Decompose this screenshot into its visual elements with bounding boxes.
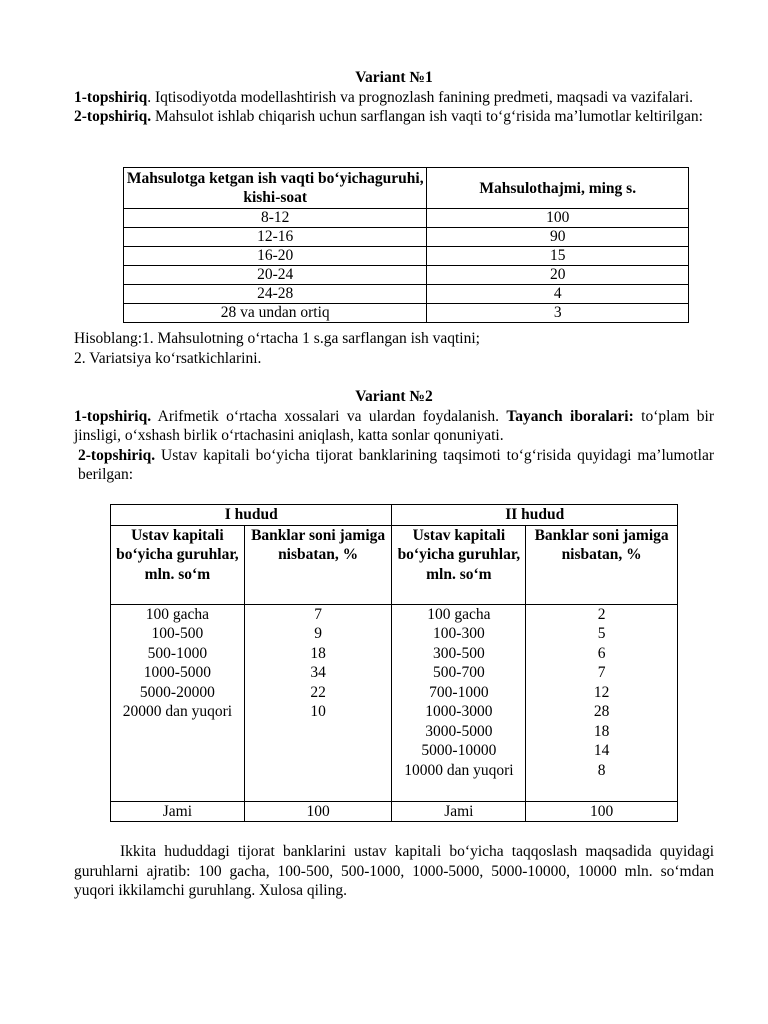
r1-groups-cell xyxy=(111,604,245,801)
table-row xyxy=(124,209,689,228)
list-item: 12 xyxy=(593,683,610,701)
region-1-header: I hudud xyxy=(111,505,392,526)
region-header-row xyxy=(111,505,678,526)
list-item: 1000-5000 xyxy=(143,664,211,681)
variant1-calc xyxy=(74,329,714,368)
list-item: 500-700 xyxy=(433,664,485,681)
table-row xyxy=(124,228,689,247)
list-item: 5 xyxy=(597,625,606,642)
list-item: 14 xyxy=(593,742,610,759)
list-item: 300-500 xyxy=(433,644,485,662)
volume-cell: 20 xyxy=(427,266,689,285)
list-item: 22 xyxy=(310,683,326,701)
list-item: 100 gacha xyxy=(427,605,491,623)
data-row xyxy=(111,604,678,801)
list-item: 5000-20000 xyxy=(139,683,215,701)
r2-groups-cell xyxy=(392,604,526,801)
variant2-task2-text: Ustav kapitali bo‘yicha tijorat banklarining taqsimoti to‘g‘risida quyidagi ma’lumotlar berilgan: xyxy=(78,446,714,483)
list-item: 100 gacha xyxy=(145,605,210,623)
variant1-task2-label: 2-topshiriq. xyxy=(74,108,152,125)
list-item: 7 xyxy=(314,605,322,623)
variant2-task2 xyxy=(74,446,714,485)
r1-total-label: Jami xyxy=(111,801,245,822)
key-terms-label: Tayanch iboralari: xyxy=(506,407,634,425)
column-header-row xyxy=(111,525,678,604)
r1-shares-cell xyxy=(244,604,392,801)
calc-line-1: Hisoblang:1. Mahsulotning o‘rtacha 1 s.ga sarflangan ish vaqtini; xyxy=(74,330,480,347)
list-item: 500-1000 xyxy=(147,644,208,662)
r2-shares-cell xyxy=(526,604,678,801)
list-item: 100-500 xyxy=(151,625,204,642)
work-time-table xyxy=(123,167,689,323)
list-item: 10 xyxy=(310,703,326,720)
variant2-task1-label: 1-topshiriq. xyxy=(74,407,152,425)
r1-total-value: 100 xyxy=(244,801,392,822)
r2-group-header: Ustav kapitali bo‘yicha guruhlar, mln. so‘m xyxy=(392,525,526,604)
variant1-task1-text: . Iqtisodiyotda modellashtirish va prognozlash fanining predmeti, maqsadi va vazifalari. xyxy=(147,88,694,106)
list-item: 3000-5000 xyxy=(425,722,493,740)
list-item: 28 xyxy=(593,703,610,720)
work-time-cell: 24-28 xyxy=(124,285,427,304)
variant2-section xyxy=(74,387,714,485)
list-item: 100-300 xyxy=(433,625,485,642)
list-item: 8 xyxy=(597,761,606,779)
table-row xyxy=(124,247,689,266)
volume-cell: 3 xyxy=(427,304,689,323)
list-item: 7 xyxy=(597,664,606,681)
calc-line-2: 2. Variatsiya ko‘rsatkichlarini. xyxy=(74,349,262,367)
r2-total-label: Jami xyxy=(392,801,526,822)
volume-cell: 15 xyxy=(427,247,689,266)
volume-cell: 4 xyxy=(427,285,689,304)
work-time-cell: 16-20 xyxy=(124,247,427,266)
variant2-task1 xyxy=(74,407,714,446)
work-time-cell: 8-12 xyxy=(124,209,427,228)
list-item: 1000-3000 xyxy=(425,703,493,720)
volume-cell: 90 xyxy=(427,228,689,247)
r1-group-header: Ustav kapitali bo‘yicha guruhlar, mln. so‘m xyxy=(111,525,245,604)
work-time-header: Mahsulotga ketgan ish vaqti bo‘yichaguruhi, kishi-soat xyxy=(124,168,427,209)
variant1-task1 xyxy=(74,88,714,108)
key-terms-text: to‘plam bir jinsligi, o‘xshash birlik o‘rtachasini aniqlash, katta sonlar qonuniyati. xyxy=(74,407,715,444)
r2-total-value: 100 xyxy=(526,801,678,822)
total-row xyxy=(111,801,678,822)
variant2-task2-label: 2-topshiriq. xyxy=(78,446,156,464)
volume-header: Mahsulothajmi, ming s. xyxy=(427,168,689,209)
list-item: 700-1000 xyxy=(429,683,489,701)
list-item: 5000-10000 xyxy=(421,742,497,759)
list-item: 6 xyxy=(597,644,606,662)
list-item: 2 xyxy=(597,605,606,623)
variant1-task1-label: 1-topshiriq xyxy=(74,88,148,106)
r1-share-header: Banklar soni jamiga nisbatan, % xyxy=(244,525,392,604)
variant1-title: Variant №1 xyxy=(355,69,433,86)
volume-cell: 100 xyxy=(427,209,689,228)
work-time-cell: 28 va undan ortiq xyxy=(124,304,427,323)
conclusion-paragraph: Ikkita hududdagi tijorat banklarini ustav kapitali bo‘yicha taqqoslash maqsadida quyidagi guruhlarni ajratib: 100 gacha, 100-500, 500-1000, 1000-5000, 5000-10000, 10000 mln. so‘mdan yuqori ikkilamchi guruhlang. Xulosa qiling. xyxy=(74,843,714,899)
variant1-section xyxy=(74,68,714,127)
variant1-task2-text: Mahsulot ishlab chiqarish uchun sarflangan ish vaqti to‘g‘risida ma’lumotlar keltirilgan: xyxy=(151,108,703,125)
table-row xyxy=(124,285,689,304)
table-header-row xyxy=(124,168,689,209)
work-time-cell: 20-24 xyxy=(124,266,427,285)
work-time-cell: 12-16 xyxy=(124,228,427,247)
table-row xyxy=(124,304,689,323)
variant2-task1-text: Arifmetik o‘rtacha xossalari va ulardan foydalanish. xyxy=(151,407,507,425)
list-item: 9 xyxy=(314,625,322,642)
list-item: 20000 dan yuqori xyxy=(122,703,233,720)
list-item: 34 xyxy=(310,664,326,681)
r2-share-header: Banklar soni jamiga nisbatan, % xyxy=(526,525,678,604)
variant2-title: Variant №2 xyxy=(355,388,433,405)
region-2-header: II hudud xyxy=(392,505,678,526)
list-item: 18 xyxy=(593,722,610,740)
list-item: 18 xyxy=(310,644,326,662)
bank-distribution-table xyxy=(110,504,678,822)
variant1-task2 xyxy=(74,107,714,127)
table-row xyxy=(124,266,689,285)
list-item: 10000 dan yuqori xyxy=(404,761,514,779)
